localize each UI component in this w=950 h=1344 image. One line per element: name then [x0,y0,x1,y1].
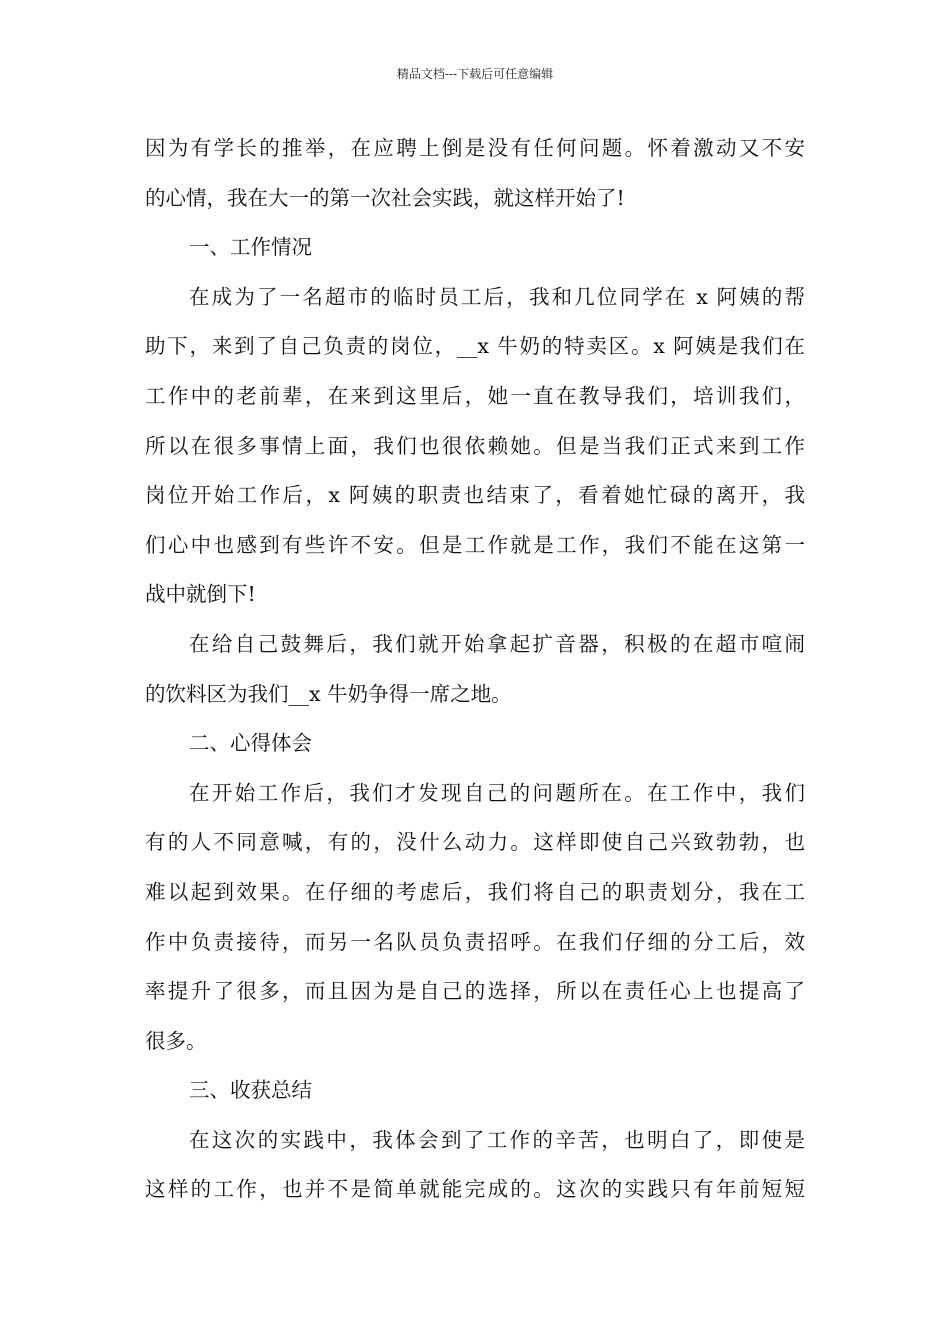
text-line: 率提升了很多，而且因为是自己的选择，所以在责任心上也提高了 [145,979,805,1004]
text-line: 所以在很多事情上面，我们也很依赖她。但是当我们正式来到工作 [145,433,805,458]
text-line: 在这次的实践中，我体会到了工作的辛苦，也明白了，即使是 [189,1127,805,1152]
text-line: 的心情，我在大一的第一次社会实践，就这样开始了! [145,185,625,210]
page-header: 精品文档---下载后可任意编辑 [396,67,554,81]
text-line: 三、收获总结 [189,1078,312,1103]
text-line: 工作中的老前辈，在来到这里后，她一直在教导我们，培训我们， [145,383,805,408]
text-line: 很多。 [145,1028,207,1053]
text-line: 们心中也感到有些许不安。但是工作就是工作，我们不能在这第一 [145,532,805,557]
text-line: 难以起到效果。在仔细的考虑后，我们将自己的职责划分，我在工 [145,879,805,904]
text-line: 在成为了一名超市的临时员工后，我和几位同学在 x 阿姨的帮 [189,284,805,309]
text-line: 在开始工作后，我们才发现自己的问题所在。在工作中，我们 [189,780,805,805]
text-line: 战中就倒下! [145,582,256,607]
text-line: 岗位开始工作后，x 阿姨的职责也结束了，看着她忙碌的离开，我 [145,483,805,508]
document-body [145,124,805,1215]
text-line: 一、工作情况 [189,235,312,260]
text-line: 这样的工作，也并不是简单就能完成的。这次的实践只有年前短短 [145,1177,805,1202]
text-line: 有的人不同意喊，有的，没什么动力。这样即使自己兴致勃勃，也 [145,830,805,855]
text-line: 因为有学长的推举，在应聘上倒是没有任何问题。怀着激动又不安 [145,136,805,160]
text-line: 在给自己鼓舞后，我们就开始拿起扩音器，积极的在超市喧闹 [189,631,805,656]
text-line: 助下，来到了自己负责的岗位，__x 牛奶的特卖区。x 阿姨是我们在 [145,334,805,359]
text-line: 二、心得体会 [189,731,312,756]
text-line: 的饮料区为我们__x 牛奶争得一席之地。 [145,681,512,706]
text-line: 作中负责接待，而另一名队员负责招呼。在我们仔细的分工后，效 [145,929,805,954]
